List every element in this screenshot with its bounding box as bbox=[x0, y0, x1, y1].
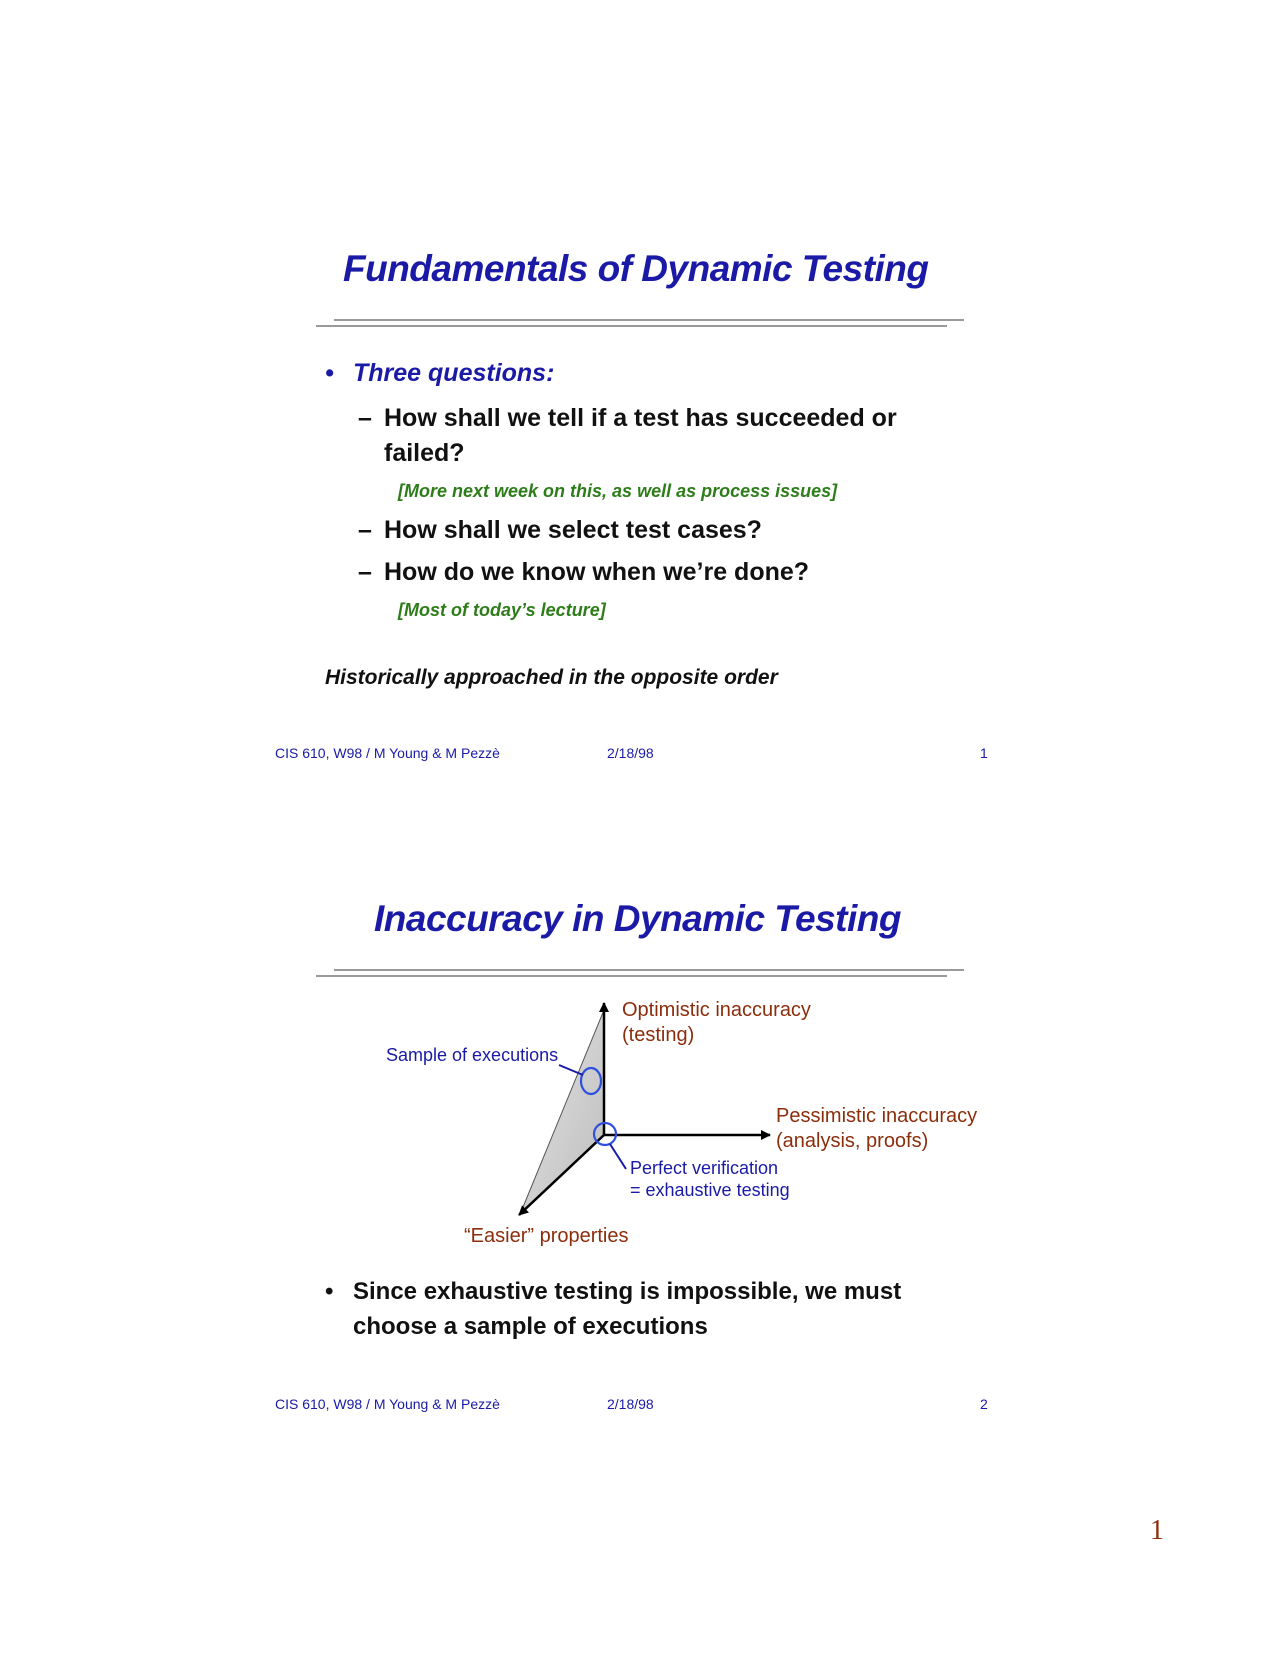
label-perfect-line-1: Perfect verification bbox=[630, 1158, 779, 1178]
note-todays-lecture: [Most of today’s lecture] bbox=[398, 600, 606, 620]
dash-marker: – bbox=[358, 404, 372, 432]
label-pessimistic-line-1: Pessimistic inaccuracy bbox=[776, 1105, 978, 1127]
label-optimistic-line-2: (testing) bbox=[622, 1024, 695, 1046]
footer-course: CIS 610, W98 / M Young & M Pezzè bbox=[275, 745, 500, 761]
question-1-line-1: How shall we tell if a test has succeeded or bbox=[384, 404, 897, 432]
label-sample-executions: Sample of executions bbox=[386, 1045, 559, 1065]
dash-marker: – bbox=[358, 516, 372, 544]
question-3: How do we know when we’re done? bbox=[384, 558, 810, 586]
bullet-line-1: Since exhaustive testing is impossible, we must bbox=[353, 1278, 902, 1305]
bullet-line-2: choose a sample of executions bbox=[353, 1313, 708, 1340]
page-number: 1 bbox=[1150, 1515, 1164, 1546]
historical-note: Historically approached in the opposite order bbox=[325, 666, 778, 689]
bullet-marker: • bbox=[325, 1278, 334, 1305]
label-pessimistic-line-2: (analysis, proofs) bbox=[776, 1130, 929, 1152]
label-perfect-line-2: = exhaustive testing bbox=[630, 1180, 790, 1200]
bullet-marker: • bbox=[325, 359, 334, 387]
bullet-three-questions: Three questions: bbox=[353, 359, 555, 387]
footer-slide-number: 1 bbox=[980, 745, 988, 761]
footer-date: 2/18/98 bbox=[607, 1396, 654, 1412]
question-2: How shall we select test cases? bbox=[384, 516, 762, 544]
footer-date: 2/18/98 bbox=[607, 745, 654, 761]
label-optimistic-line-1: Optimistic inaccuracy bbox=[622, 999, 811, 1021]
label-easier-properties: “Easier” properties bbox=[464, 1225, 629, 1247]
perfect-pointer bbox=[610, 1144, 626, 1169]
sample-plane bbox=[521, 1010, 604, 1212]
question-1-line-2: failed? bbox=[384, 439, 465, 467]
slide-1-title: Fundamentals of Dynamic Testing bbox=[343, 248, 929, 289]
footer-slide-number: 2 bbox=[980, 1396, 988, 1412]
footer-course: CIS 610, W98 / M Young & M Pezzè bbox=[275, 1396, 500, 1412]
dash-marker: – bbox=[358, 558, 372, 586]
note-process-issues: [More next week on this, as well as process issues] bbox=[398, 481, 838, 501]
slide-2-title: Inaccuracy in Dynamic Testing bbox=[374, 898, 901, 939]
